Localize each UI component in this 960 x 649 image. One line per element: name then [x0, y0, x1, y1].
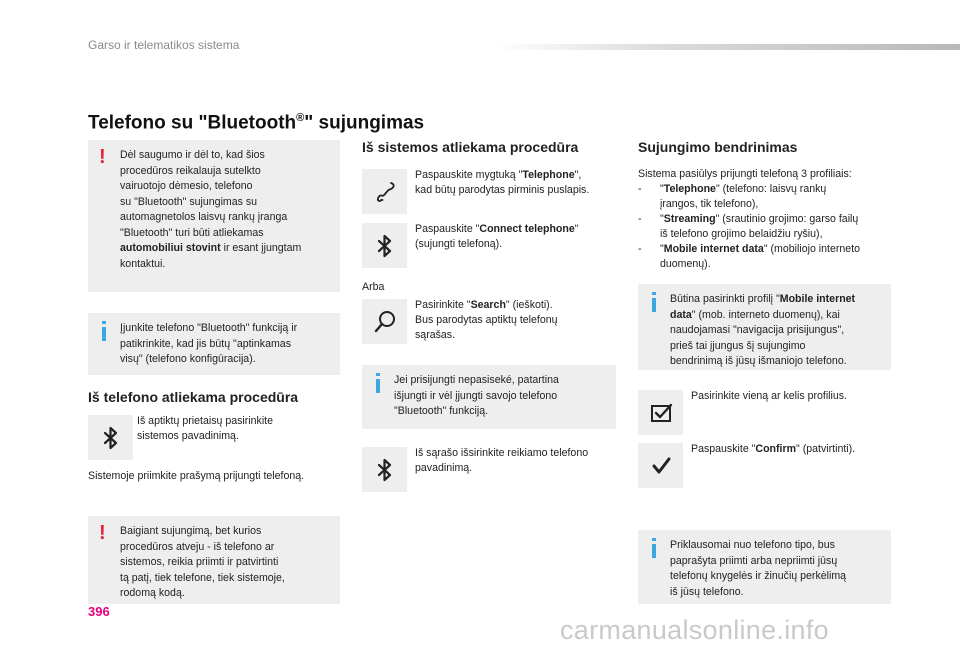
info-icon: [102, 321, 106, 341]
accept-request-text: Sistemoje priimkite prašymą prijungti telefoną.: [88, 470, 305, 482]
info-box-mobile-data: [638, 284, 891, 370]
select-profiles-button: [638, 390, 683, 435]
search-icon: [371, 308, 399, 336]
step-select-system: Iš aptiktų prietaisų pasirinkite sistemos pavadinimą.: [137, 415, 274, 442]
info-box-retry: [362, 365, 616, 429]
bluetooth-icon: [371, 456, 399, 484]
confirm-button: [638, 443, 683, 488]
info-box-enable-bluetooth: [88, 313, 340, 375]
warning-icon: !: [99, 522, 106, 544]
or-text: Arba: [362, 281, 385, 293]
warning-icon: !: [99, 146, 106, 168]
step-select-profiles: Pasirinkite vieną ar kelis profilius.: [691, 390, 848, 402]
heading-system-procedure: Iš sistemos atliekama procedūra: [362, 139, 579, 155]
page-number: 396: [88, 604, 110, 619]
watermark: carmanualsonline.info: [560, 615, 829, 645]
info-text: Būtina pasirinkti profilį "Mobile internet data" (mob. interneto duomenų), kai naudojamasi "navigacija prisijungus", prieš tai įjungus šį sujungimo bendrinimą iš jūsų išmaniojo telefono.: [670, 293, 856, 367]
profiles-description: Sistema pasiūlys prijungti telefoną 3 profiliais: - "Telephone" (telefono: laisvų rankų įrangos, tik telefono), - "Streaming" (srautinio grojimo: garso failų iš telefono grojimo belaidžiu ryšiu), - "Mobile internet data" (mobiliojo interneto duomenų).: [638, 167, 898, 272]
heading-phone-procedure: Iš telefono atliekama procedūra: [88, 389, 299, 405]
header-title: Garso ir telematikos sistema: [88, 38, 240, 52]
profile-item: - "Mobile internet data" (mobiliojo interneto duomenų).: [638, 243, 861, 270]
warning-text: Dėl saugumo ir dėl to, kad šios procedūros reikalauja sutelkto vairuotojo dėmesio, telefono su "Bluetooth" sujungimas su automagnetolos laisvų rankų įranga "Bluetooth" turi būti atliekamas automobiliui stovint ir esant įjungtam kontaktui.: [120, 149, 302, 270]
warning-box-safety: [88, 140, 340, 292]
profile-item: - "Telephone" (telefono: laisvų rankų įrangos, tik telefono),: [638, 183, 827, 210]
header-divider: [495, 44, 960, 50]
step-search: Pasirinkite "Search" (ieškoti). Bus parodytas aptiktų telefonų sąrašas.: [415, 299, 558, 341]
connect-telephone-button: [362, 223, 407, 268]
telephone-button: [362, 169, 407, 214]
step-press-telephone: Paspauskite mygtuką "Telephone", kad būtų parodytas pirminis puslapis.: [415, 169, 590, 196]
checkbox-icon: [647, 399, 675, 427]
search-button: [362, 299, 407, 344]
info-box-phonebook: [638, 530, 891, 604]
bluetooth-button: [88, 415, 133, 460]
bluetooth-icon: [97, 424, 125, 452]
profile-item: - "Streaming" (srautinio grojimo: garso failų iš telefono grojimo belaidžiu ryšiu),: [638, 213, 859, 240]
step-confirm: Paspauskite "Confirm" (patvirtinti).: [691, 443, 856, 455]
warning-text: Baigiant sujungimą, bet kurios procedūros atveju - iš telefono ar sistemos, reikia priimti ir patvirtinti tą patį, tiek telefone, tiek sistemoje, rodomą kodą.: [120, 525, 285, 599]
warning-box-code: [88, 516, 340, 604]
info-icon: [652, 292, 656, 312]
checkmark-icon: [647, 452, 675, 480]
info-text: Jei prisijungti nepasiseké, patartina išjungti ir vėl įjungti savojo telefono "Bluetooth" funkciją.: [394, 374, 559, 417]
info-text: Priklausomai nuo telefono tipo, bus paprašyta priimti arba nepriimti jūsų telefonų knygelės ir žinučių perkėlimą iš jūsų telefono.: [670, 539, 847, 598]
info-icon: [376, 373, 380, 393]
bluetooth-icon: [371, 232, 399, 260]
page-title: Telefono su "Bluetooth®" sujungimas: [88, 112, 425, 134]
info-icon: [652, 538, 656, 558]
phone-icon: [371, 178, 399, 206]
step-connect-telephone: Paspauskite "Connect telephone" (sujungti telefoną).: [415, 223, 579, 250]
step-select-phone: Iš sąrašo išsirinkite reikiamo telefono pavadinimą.: [415, 447, 589, 474]
phone-list-button: [362, 447, 407, 492]
heading-connection-sharing: Sujungimo bendrinimas: [638, 139, 798, 155]
info-text: Įjunkite telefono "Bluetooth" funkciją ir patikrinkite, kad jis būtų "aptinkamas visų" (telefono konfigūracija).: [120, 322, 298, 365]
